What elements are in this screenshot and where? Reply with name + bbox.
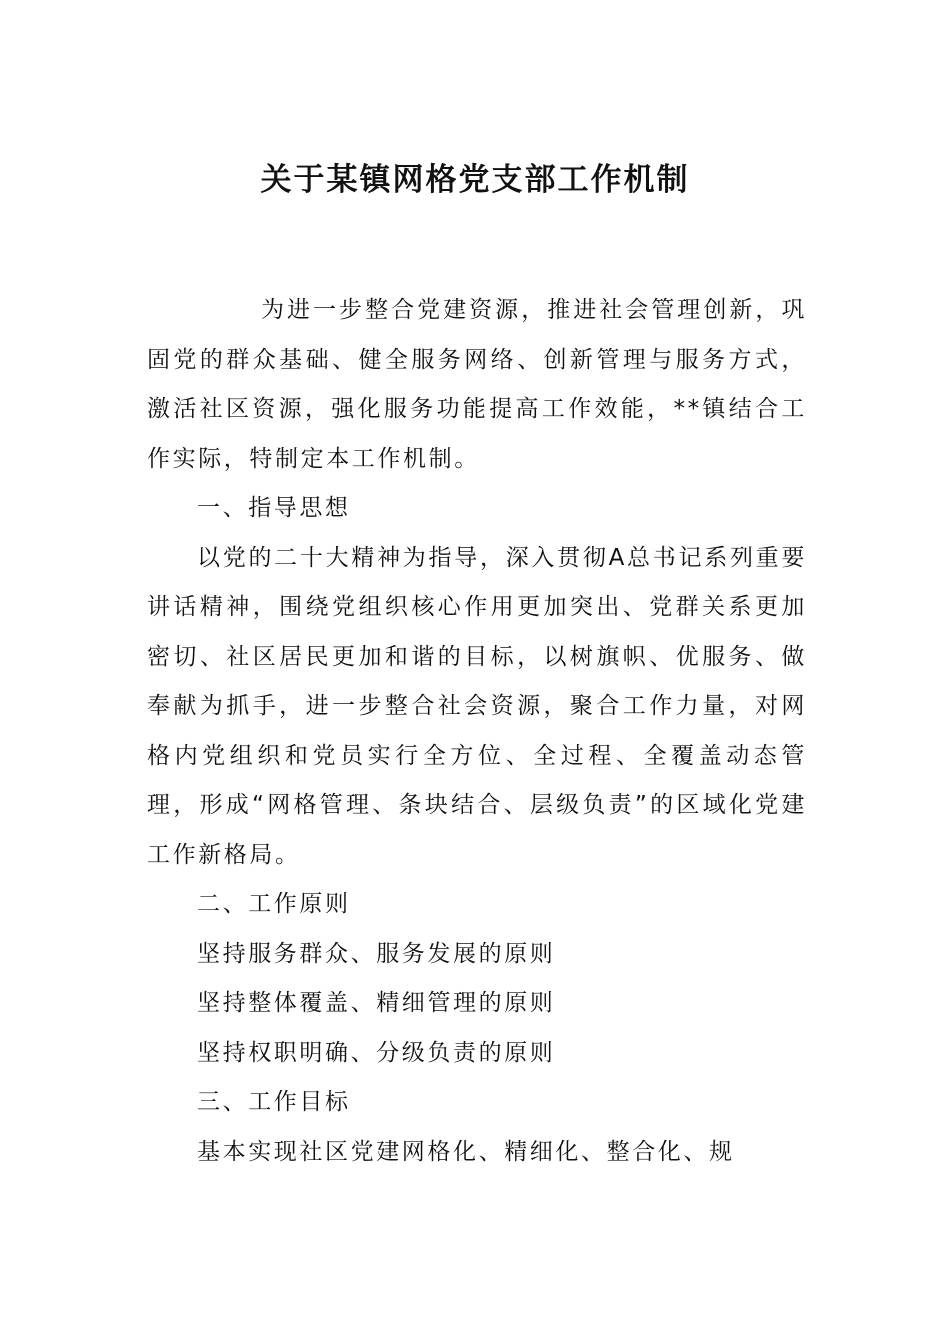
principle-item: 坚持整体覆盖、精细管理的原则 (197, 990, 556, 1016)
guiding-ideology-paragraph: 以党的二十大精神为指导，深入贯彻A总书记系列重要讲话精神，围绕党组织核心作用更加突出、党群关系更加密切、社区居民更加和谐的目标，以树旗帜、优服务、做奉献为抓手，进一步整合社会资源，聚合工作力量，对网格内党组织和党员实行全方位、全过程、全覆盖动态管理，形成“网格管理、条块结合、层级负责”的区域化党建工作新格局。 (147, 544, 807, 868)
section-heading-work-principles: 二、工作原则 (197, 891, 351, 917)
document-title: 关于某镇网格党支部工作机制 (260, 162, 690, 198)
section-heading-guiding-ideology: 一、指导思想 (197, 495, 351, 521)
work-goals-paragraph: 基本实现社区党建网格化、精细化、整合化、规 (197, 1138, 735, 1165)
document-body (147, 286, 807, 1177)
intro-paragraph: 为进一步整合党建资源，推进社会管理创新，巩固党的群众基础、健全服务网络、创新管理与服务方式，激活社区资源，强化服务功能提高工作效能，**镇结合工作实际，特制定本工作机制。 (147, 297, 807, 472)
principle-item: 坚持权职明确、分级负责的原则 (197, 1039, 556, 1066)
section-heading-work-goals: 三、工作目标 (197, 1089, 351, 1115)
principle-item: 坚持服务群众、服务发展的原则 (197, 940, 556, 967)
